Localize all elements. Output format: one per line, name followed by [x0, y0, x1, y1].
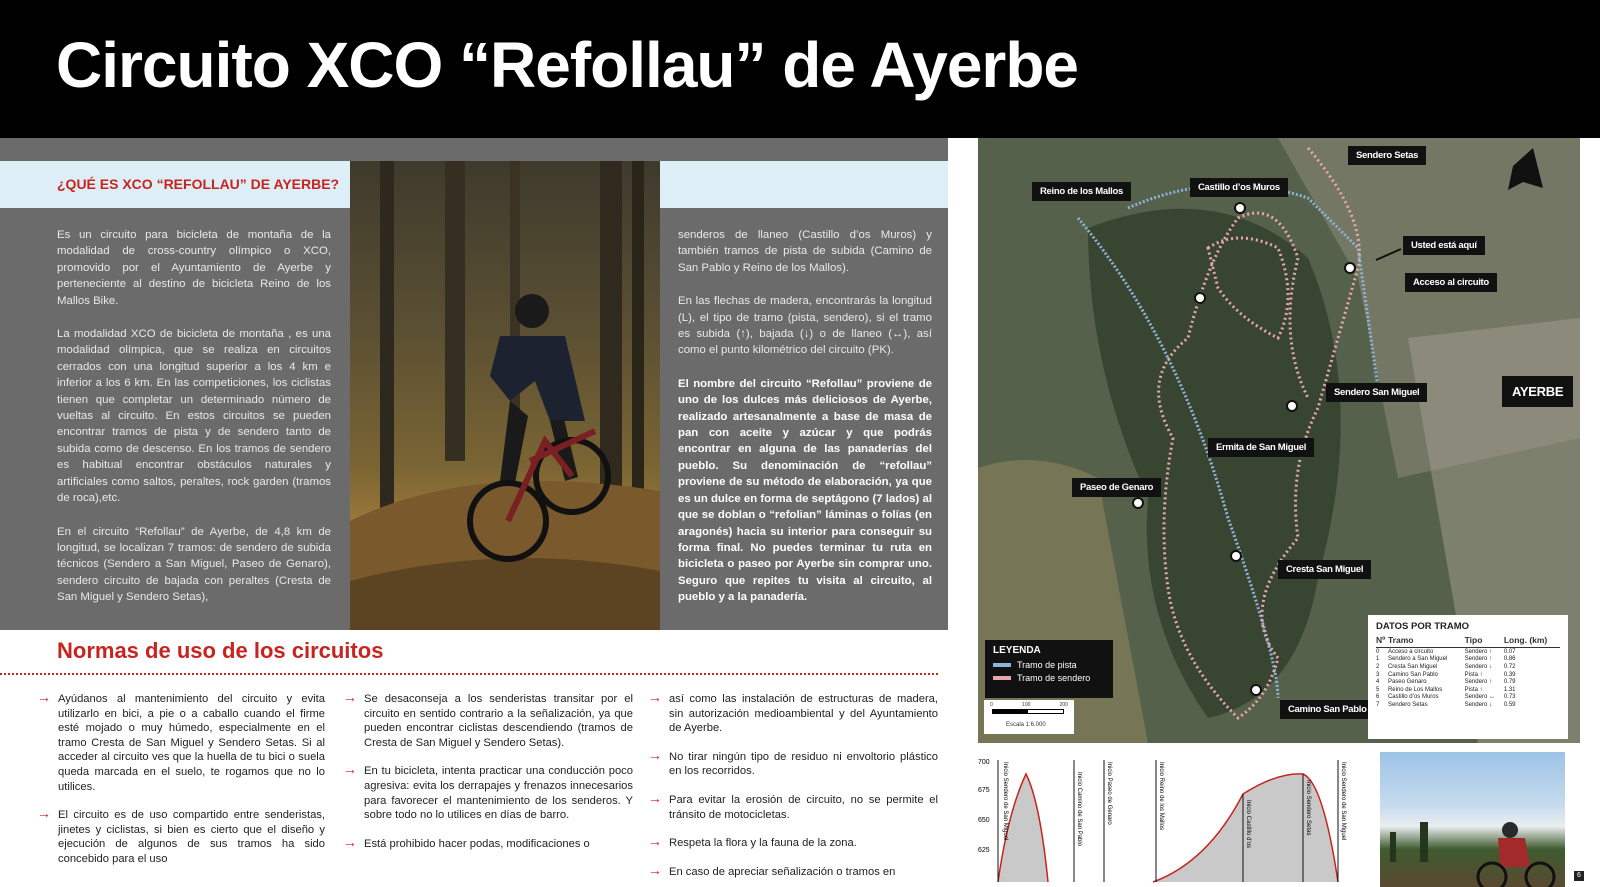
- map-label: Ermita de San Miguel: [1208, 438, 1314, 457]
- rule-item: [37, 805, 325, 866]
- elevation-profile: [978, 752, 1358, 887]
- arrow-icon: →: [343, 761, 357, 778]
- table-cell: Reino de Los Mallos: [1387, 686, 1443, 693]
- rule-text: Se desaconseja a los senderistas transitar por el circuito en sentido contrario a la señalización, ya que pueden encontrar ciclistas descendiendo (tramos de Cresta de San Miguel y Sendero Setas).: [364, 693, 633, 749]
- rule-item: [343, 833, 633, 852]
- rule-text: No tirar ningún tipo de residuo ni envoltorio plástico en los recorridos.: [669, 750, 938, 778]
- scale-tick: 100: [1022, 702, 1031, 708]
- rules-column-2: [343, 689, 633, 865]
- table-cell: Sendero ↑: [1464, 648, 1492, 655]
- map-label: Reino de los Mallos: [1032, 182, 1131, 201]
- rule-item: [343, 761, 633, 822]
- arrow-icon: →: [37, 805, 51, 822]
- table-cell: Sendero ↓: [1464, 663, 1492, 670]
- sections-table: [1376, 635, 1560, 709]
- map-label: Sendero San Miguel: [1326, 383, 1427, 402]
- profile-marker: Inicio Paseo de Genaro: [1106, 762, 1112, 825]
- profile-ytick: 650: [978, 817, 990, 824]
- map-label: Castillo d’os Muros: [1190, 178, 1288, 197]
- table-row: [1376, 663, 1560, 671]
- sections-table-box: [1368, 615, 1568, 739]
- table-cell: 4: [1376, 679, 1380, 686]
- legend-title: LEYENDA: [993, 645, 1041, 656]
- table-cell: 0.59: [1503, 701, 1516, 708]
- rule-text: Está prohibido hacer podas, modificaciones o: [364, 837, 590, 850]
- table-cell: Pista ↑: [1464, 671, 1483, 678]
- map-label: Usted está aquí: [1403, 236, 1485, 255]
- rules-column-3: [648, 689, 938, 887]
- rules-divider: [0, 673, 938, 675]
- question-band-right: [660, 161, 948, 208]
- legend-label: Tramo de sendero: [1017, 673, 1091, 683]
- table-header: Nº: [1376, 635, 1388, 648]
- sections-table-title: DATOS POR TRAMO: [1376, 621, 1470, 632]
- profile-marker: Inicio Sendero de San Miguel: [1340, 762, 1346, 841]
- table-cell: Sendero ↓: [1464, 701, 1492, 708]
- page-header: [0, 0, 1600, 138]
- table-cell: 0: [1376, 648, 1380, 655]
- map-label-town: AYERBE: [1502, 376, 1573, 407]
- rule-item: [343, 689, 633, 750]
- map-label: Camino San Pablo: [1280, 700, 1375, 719]
- table-cell: Acceso a circuito: [1387, 648, 1434, 655]
- intro-paragraph: senderos de llaneo (Castillo d’os Muros) y también tramos de pista de subida (Camino de San Pablo y Reino de los Mallos).: [678, 229, 932, 274]
- table-header-row: [1376, 635, 1560, 648]
- table-cell: Sendero ↑: [1464, 656, 1492, 663]
- intro-paragraph: En el circuito “Refollau” de Ayerbe, de 4,8 km de longitud, se localizan 7 tramos: de sendero de subida técnicos (Sendero a San Miguel, Paseo de Genaro), sendero circuito de bajada con peraltes (Cresta de San Miguel y Sendero Setas),: [57, 525, 331, 604]
- table-row: [1376, 694, 1560, 702]
- table-cell: Sendero ↑: [1464, 679, 1492, 686]
- map-label: Cresta San Miguel: [1278, 560, 1371, 579]
- rule-item: [37, 689, 325, 794]
- table-header: Long. (km): [1504, 635, 1560, 648]
- arrow-icon: →: [648, 689, 662, 705]
- profile-marker: Inicio Reino de los Mallos: [1158, 762, 1164, 831]
- table-row: [1376, 678, 1560, 686]
- rule-text: Respeta la flora y la fauna de la zona.: [669, 837, 857, 850]
- table-cell: Sendero Setas: [1387, 701, 1428, 708]
- rule-text: Ayúdanos al mantenimiento del circuito y evita utilizarlo en bici, a pie o a caballo cuando el firme esté mojado o muy húmedo, especialmente en el tramo Cresta de San Miguel y Sendero Setas. Si al acceder al circuito ves que la huella de tu bici o suela queda marcada en el suelo, te rogamos que no lo utilices.: [58, 693, 325, 793]
- intro-paragraph: La modalidad XCO de bicicleta de montaña , es una modalidad olímpica, que se realiza en circuitos cerrados con una longitud superior a los 4 km e inferior a los 6 km. En las competiciones, los ciclistas tienen que completar un determinado número de vueltas al circuito. En estos circuitos se pueden encontrar tramos de pista y de sendero tanto de subida como de descenso. En los tramos de sendero es habitual encontrar obstáculos naturales y artificiales como saltos, peraltes, rock garden (tramos de roca),etc.: [57, 328, 331, 505]
- arrow-icon: →: [648, 789, 662, 806]
- map-label: Paseo de Genaro: [1072, 478, 1161, 497]
- table-cell: 0.73: [1503, 694, 1516, 701]
- legend-item-sendero: [993, 673, 1105, 683]
- rules-heading: Normas de uso de los circuitos: [57, 638, 384, 663]
- table-cell: 0.79: [1503, 679, 1516, 686]
- table-cell: Sendero ↔: [1464, 694, 1495, 701]
- table-cell: 3: [1376, 671, 1380, 678]
- legend-label: Tramo de pista: [1017, 660, 1077, 670]
- legend-swatch: [993, 663, 1011, 667]
- table-cell: 6: [1376, 694, 1380, 701]
- arrow-icon: →: [343, 833, 357, 850]
- page-title: Circuito XCO “Refollau” de Ayerbe: [56, 29, 1078, 101]
- table-row: [1376, 701, 1560, 709]
- table-cell: Cresta San Miguel: [1387, 663, 1438, 670]
- map-legend: [985, 640, 1113, 698]
- scale-bar: [984, 700, 1074, 734]
- profile-marker: Inicio Castillo d’os: [1245, 800, 1251, 849]
- intro-paragraph: En las flechas de madera, encontrarás la longitud (L), el tipo de tramo (pista, sendero), si el tramo es subida (↑), bajada (↓) o de llaneo (↔), así como el punto kilométrico del circuito (PK).: [678, 295, 932, 357]
- table-header: Tipo: [1465, 635, 1504, 648]
- arrow-icon: →: [648, 746, 662, 763]
- rule-item: [648, 689, 938, 736]
- table-header: Tramo: [1388, 635, 1465, 648]
- arrow-icon: →: [648, 861, 662, 878]
- rule-item: [648, 861, 938, 880]
- mountain-biker-photo: [350, 161, 660, 630]
- arrow-icon: →: [343, 689, 357, 705]
- table-cell: Sendero a San Miguel: [1387, 656, 1448, 663]
- rule-text: El circuito es de uso compartido entre senderistas, jinetes y ciclistas, si bien es cierto que el diseño y ejecución de algunos de sus tramos ha sido concebido para el uso: [58, 809, 325, 865]
- profile-ytick: 625: [978, 847, 990, 854]
- table-row: [1376, 648, 1560, 656]
- scale-tick: 200: [1059, 702, 1068, 708]
- rule-text: En caso de apreciar señalización o tramos en: [669, 865, 896, 878]
- table-row: [1376, 686, 1560, 694]
- rule-item: [648, 746, 938, 779]
- table-cell: 5: [1376, 686, 1380, 693]
- profile-marker: Inicio Sendero de San Miguel: [1002, 762, 1008, 841]
- intro-paragraph: Es un circuito para bicicleta de montaña de la modalidad de cross-country olímpico o XCO, promovido por el Ayuntamiento de Ayerbe y perteneciente al destino de bicicleta Reino de los Mallos Bike.: [57, 229, 331, 307]
- table-cell: 0.72: [1503, 663, 1516, 670]
- profile-marker: Inicio Camino de San Pablo: [1076, 772, 1082, 847]
- scale-caption: Escala 1:6.000: [1006, 722, 1046, 728]
- table-cell: 7: [1376, 701, 1380, 708]
- rule-text: Para evitar la erosión de circuito, no se permite el tránsito de motocicletas.: [669, 793, 938, 821]
- legend-item-pista: [993, 660, 1105, 670]
- arrow-icon: →: [37, 689, 51, 705]
- scale-ticks: [990, 702, 1068, 708]
- table-cell: Paseo Genaro: [1387, 679, 1427, 686]
- profile-ytick: 675: [978, 787, 990, 794]
- table-cell: 0.86: [1503, 656, 1516, 663]
- rule-text: así como las instalación de estructuras de madera, sin autorización medioambiental y del Ayuntamiento de Ayerbe.: [669, 693, 938, 735]
- map-label: Sendero Setas: [1348, 146, 1426, 165]
- table-cell: 2: [1376, 663, 1380, 670]
- rule-item: [648, 833, 938, 851]
- rule-item: [648, 789, 938, 822]
- page-number: 6: [1574, 871, 1584, 881]
- map-label: Acceso al circuito: [1405, 273, 1497, 292]
- table-cell: Camino San Pablo: [1387, 671, 1438, 678]
- profile-ytick: 700: [978, 759, 990, 766]
- arrow-icon: →: [648, 833, 662, 850]
- rule-text: En tu bicicleta, intenta practicar una conducción poco agresiva: evita los derrapajes y frenazos innecesarios para favorecer el mantenimiento de los senderos. Y sobre todo no lo utilices en días de barro.: [364, 765, 633, 822]
- table-row: [1376, 671, 1560, 679]
- table-cell: 1.31: [1503, 686, 1516, 693]
- rules-column-1: [37, 689, 325, 881]
- intro-column-2: [678, 227, 932, 623]
- cyclist-photo: [1380, 752, 1565, 887]
- table-cell: Castillo d’os Muros: [1387, 694, 1439, 701]
- table-row: [1376, 656, 1560, 664]
- refollau-paragraph: El nombre del circuito “Refollau” proviene de uno de los dulces más deliciosos de Ayerbe, realizado artesanalmente a base de masa de pan con aceite y azúcar y que podrás encontrar en alguna de las panaderías del pueblo. Su denominación de “refollau” proviene de su método de elaboración, ya que es un dulce en forma de septágono (7 lados) al que se doblan o “refolian” láminas o folías (en aragonés) hacia su interior para conseguir su forma final. No puedes terminar tu ruta en bicicleta o paseo por Ayerbe sin comprar uno. Seguro que repites tu visita al circuito, al pueblo y a la panadería.: [678, 377, 932, 604]
- table-cell: 0.07: [1503, 648, 1516, 655]
- legend-swatch: [993, 676, 1011, 680]
- scale-graphic: [992, 709, 1064, 714]
- table-cell: 0.39: [1503, 671, 1516, 678]
- table-body: [1376, 648, 1560, 709]
- scale-tick: 0: [990, 702, 993, 708]
- profile-marker: Inicio Sendero Setas: [1305, 780, 1311, 836]
- table-cell: 1: [1376, 656, 1380, 663]
- intro-column-1: [57, 227, 331, 623]
- intro-heading: ¿QUÉ ES XCO “REFOLLAU” DE AYERBE?: [57, 176, 340, 192]
- table-cell: Pista ↑: [1464, 686, 1483, 693]
